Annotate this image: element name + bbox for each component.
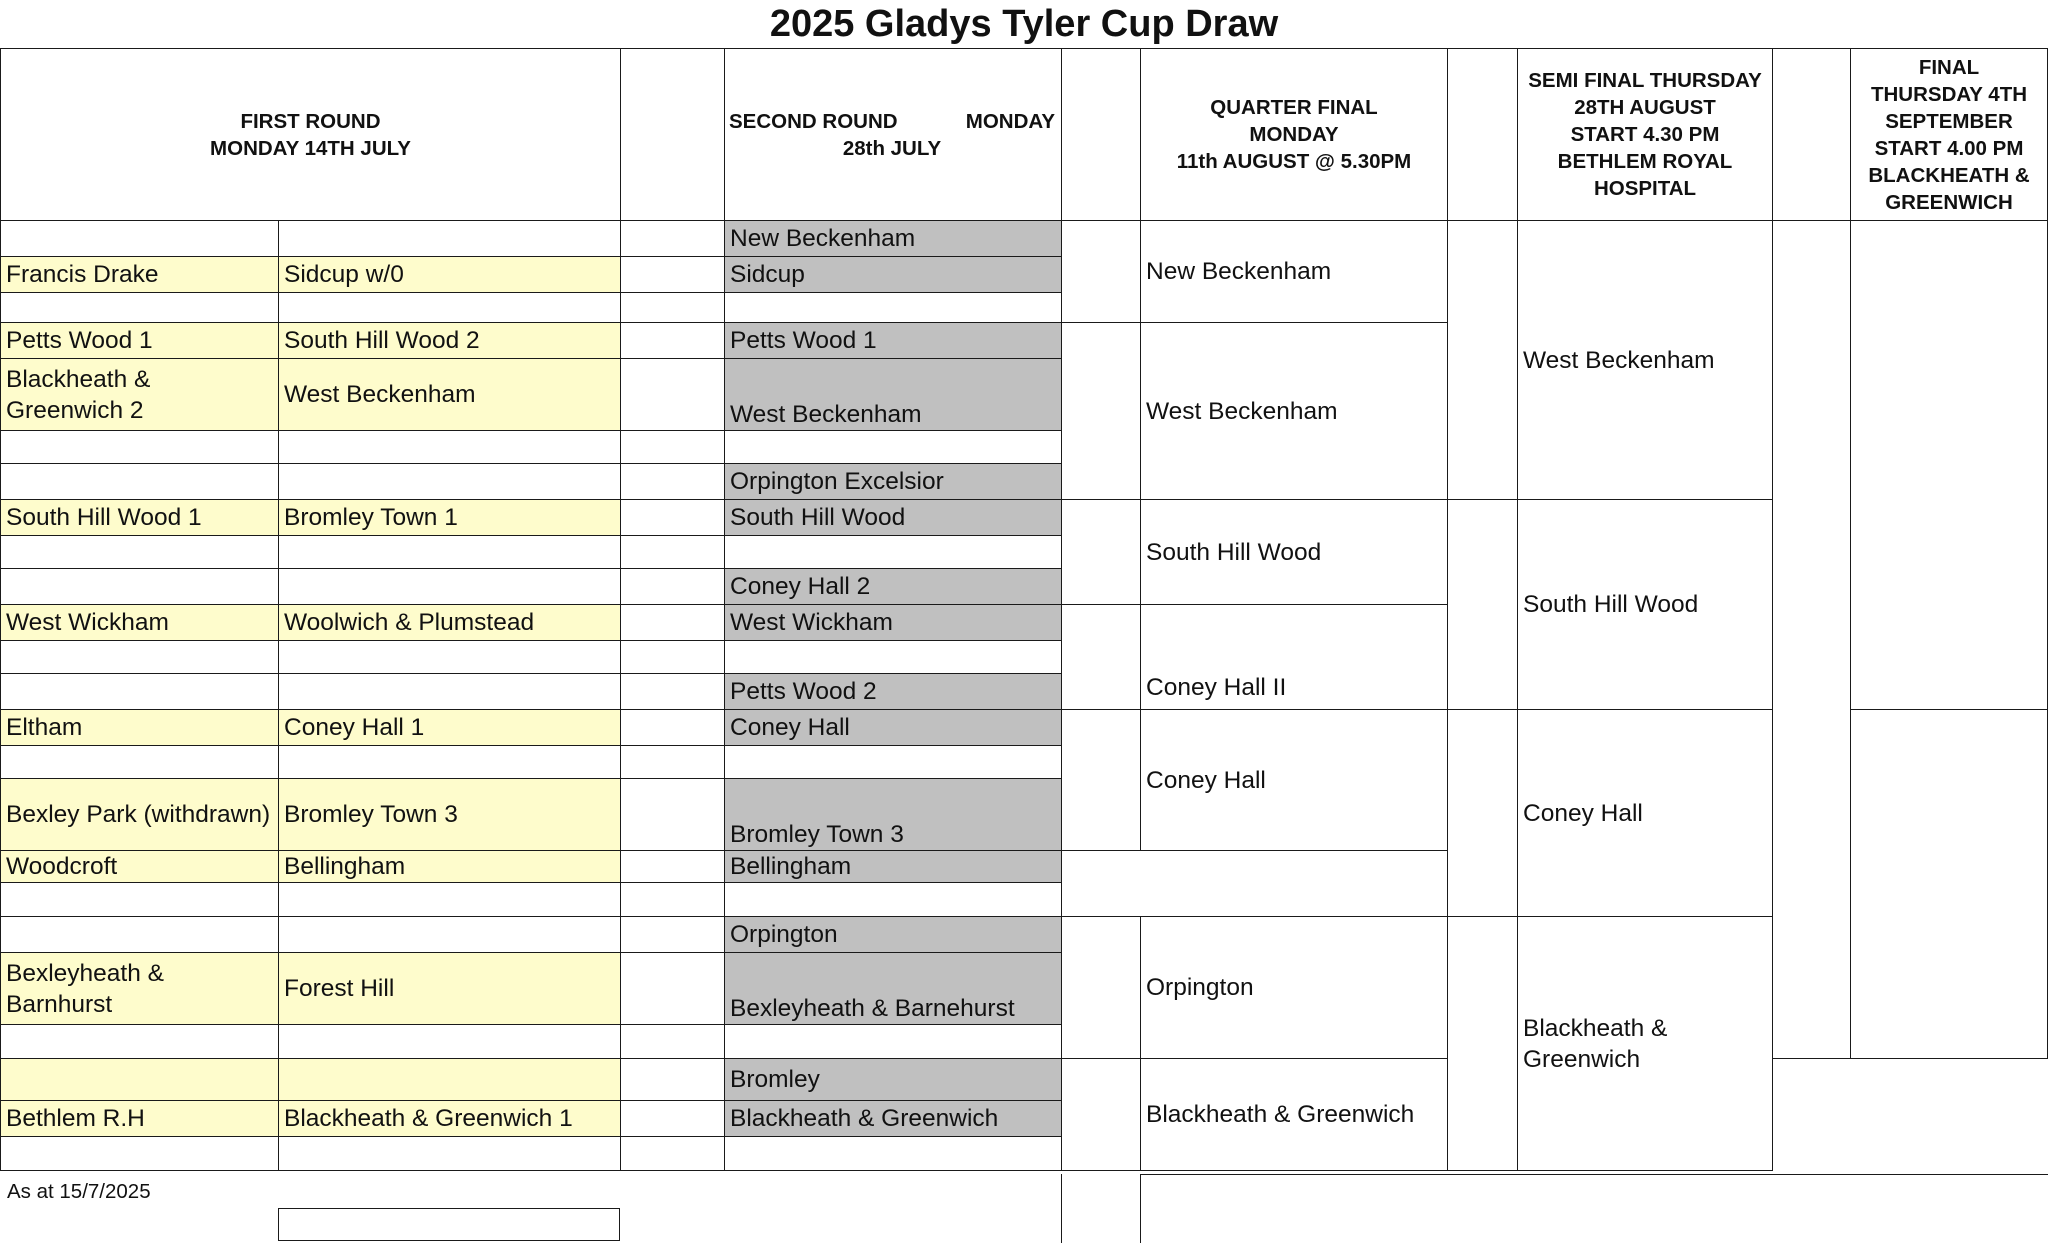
blank-cell <box>279 917 621 953</box>
blank-cell <box>279 293 621 323</box>
first-round-home: Blackheath & Greenwich 2 <box>1 359 279 431</box>
first-round-away: Coney Hall 1 <box>279 710 621 746</box>
first-round-header: FIRST ROUND MONDAY 14TH JULY <box>1 49 621 221</box>
spacer-cell <box>1448 221 1518 500</box>
quarter-final-header: QUARTER FINAL MONDAY 11th AUGUST @ 5.30PM <box>1141 49 1448 221</box>
blank-cell <box>621 359 725 431</box>
semi-final-team: Blackheath & Greenwich <box>1518 917 1773 1171</box>
blank-cell <box>621 431 725 464</box>
blank-cell <box>1 569 279 605</box>
divider <box>1061 1174 1062 1243</box>
blank-cell <box>725 1025 1062 1059</box>
blank-cell <box>1 674 279 710</box>
blank-cell <box>725 641 1062 674</box>
footer-box <box>278 1208 620 1241</box>
blank-cell <box>1 293 279 323</box>
blank-cell <box>279 641 621 674</box>
blank-cell <box>725 746 1062 779</box>
semi-final-team: West Beckenham <box>1518 221 1773 500</box>
blank-cell <box>279 1137 621 1171</box>
draw-table <box>0 48 2048 1171</box>
blank-cell <box>279 221 621 257</box>
blank-cell <box>621 1137 725 1171</box>
second-round-team: Orpington Excelsior <box>725 464 1062 500</box>
spacer-cell <box>1062 323 1141 500</box>
semi-final-team: Coney Hall <box>1518 710 1773 917</box>
quarter-final-team: South Hill Wood <box>1141 500 1448 605</box>
blank-cell <box>621 746 725 779</box>
second-round-team: Sidcup <box>725 257 1062 293</box>
second-round-team: Bellingham <box>725 851 1062 883</box>
blank-cell <box>279 1025 621 1059</box>
divider <box>1140 1174 1141 1243</box>
blank-cell <box>621 1059 725 1101</box>
second-round-team: South Hill Wood <box>725 500 1062 536</box>
first-round-home: Bethlem R.H <box>1 1101 279 1137</box>
first-round-home: Woodcroft <box>1 851 279 883</box>
blank-cell <box>621 779 725 851</box>
blank-cell <box>621 710 725 746</box>
blank-cell <box>621 851 725 883</box>
second-round-team: Coney Hall 2 <box>725 569 1062 605</box>
second-round-team: Petts Wood 2 <box>725 674 1062 710</box>
blank-cell <box>621 641 725 674</box>
blank-cell <box>621 953 725 1025</box>
second-round-team: Bromley Town 3 <box>725 779 1062 851</box>
blank-cell <box>1 221 279 257</box>
blank-cell <box>621 536 725 569</box>
blank-cell <box>279 464 621 500</box>
blank-cell <box>279 569 621 605</box>
first-round-home <box>1 1059 279 1101</box>
blank-cell <box>1 917 279 953</box>
quarter-final-team: West Beckenham <box>1141 323 1448 500</box>
blank-cell <box>621 464 725 500</box>
blank-cell <box>621 674 725 710</box>
second-round-header: SECOND ROUND MONDAY 28th JULY <box>725 49 1062 221</box>
quarter-final-team: Orpington <box>1141 917 1448 1059</box>
blank-cell <box>279 883 621 917</box>
spacer-cell <box>1062 221 1141 323</box>
spacer-cell <box>1062 49 1141 221</box>
blank-cell <box>621 221 725 257</box>
blank-cell <box>1 641 279 674</box>
divider <box>1140 1174 2048 1175</box>
blank-cell <box>1 536 279 569</box>
spacer-cell <box>1448 710 1518 917</box>
footer <box>0 1174 2048 1243</box>
blank-cell <box>621 293 725 323</box>
semi-final-team: South Hill Wood <box>1518 500 1773 710</box>
spacer-cell <box>1062 1059 1141 1171</box>
spacer-cell <box>1062 500 1141 605</box>
blank-cell <box>279 536 621 569</box>
blank-cell <box>1 431 279 464</box>
blank-cell <box>621 883 725 917</box>
spacer-cell <box>1773 49 1851 221</box>
second-round-team: West Wickham <box>725 605 1062 641</box>
first-round-home: Bexleyheath & Barnhurst <box>1 953 279 1025</box>
blank-cell <box>725 1137 1062 1171</box>
quarter-final-team: New Beckenham <box>1141 221 1448 323</box>
first-round-away: Bromley Town 3 <box>279 779 621 851</box>
first-round-home: Bexley Park (withdrawn) <box>1 779 279 851</box>
blank-cell <box>725 293 1062 323</box>
blank-cell <box>621 257 725 293</box>
blank-cell <box>1 1025 279 1059</box>
blank-cell <box>725 431 1062 464</box>
first-round-home: West Wickham <box>1 605 279 641</box>
first-round-home: South Hill Wood 1 <box>1 500 279 536</box>
page-title: 2025 Gladys Tyler Cup Draw <box>769 3 1279 45</box>
blank-cell <box>621 917 725 953</box>
quarter-final-team: Coney Hall <box>1141 710 1448 851</box>
blank-cell <box>1 883 279 917</box>
final-slot-1 <box>1851 221 2048 710</box>
blank-cell <box>1 746 279 779</box>
second-round-team: Bexleyheath & Barnehurst <box>725 953 1062 1025</box>
blank-cell <box>725 883 1062 917</box>
blank-cell <box>621 323 725 359</box>
second-round-team: New Beckenham <box>725 221 1062 257</box>
first-round-away: Forest Hill <box>279 953 621 1025</box>
first-round-away: Sidcup w/0 <box>279 257 621 293</box>
as-at-date: As at 15/7/2025 <box>7 1180 151 1203</box>
quarter-final-team: Blackheath & Greenwich <box>1141 1059 1448 1171</box>
spacer-cell <box>621 49 725 221</box>
first-round-home: Francis Drake <box>1 257 279 293</box>
second-round-team: West Beckenham <box>725 359 1062 431</box>
spacer-cell <box>1448 917 1518 1171</box>
blank-cell <box>1 464 279 500</box>
quarter-final-team: Coney Hall II <box>1141 605 1448 710</box>
first-round-away: Woolwich & Plumstead <box>279 605 621 641</box>
blank-cell <box>621 1101 725 1137</box>
spacer-cell <box>1448 49 1518 221</box>
first-round-away: South Hill Wood 2 <box>279 323 621 359</box>
spacer-cell <box>1062 917 1141 1059</box>
second-round-team: Bromley <box>725 1059 1062 1101</box>
first-round-home: Eltham <box>1 710 279 746</box>
second-round-team: Blackheath & Greenwich <box>725 1101 1062 1137</box>
semi-final-header: SEMI FINAL THURSDAY 28TH AUGUST START 4.30 PM BETHLEM ROYAL HOSPITAL <box>1518 49 1773 221</box>
spacer-cell <box>1062 710 1141 851</box>
blank-cell <box>279 674 621 710</box>
blank-cell <box>279 746 621 779</box>
final-slot-2 <box>1851 710 2048 1059</box>
spacer-cell <box>1448 500 1518 710</box>
spacer-cell <box>1773 221 1851 1059</box>
blank-cell <box>1 1137 279 1171</box>
blank-cell <box>621 500 725 536</box>
first-round-away: Bromley Town 1 <box>279 500 621 536</box>
first-round-home: Petts Wood 1 <box>1 323 279 359</box>
blank-cell <box>725 536 1062 569</box>
blank-cell <box>621 1025 725 1059</box>
second-round-team: Petts Wood 1 <box>725 323 1062 359</box>
blank-cell <box>621 605 725 641</box>
spacer-cell <box>1062 605 1141 710</box>
second-round-team: Orpington <box>725 917 1062 953</box>
first-round-away: West Beckenham <box>279 359 621 431</box>
blank-cell <box>279 431 621 464</box>
blank-cell <box>621 569 725 605</box>
final-header: FINAL THURSDAY 4TH SEPTEMBER START 4.00 PM BLACKHEATH & GREENWICH <box>1851 49 2048 221</box>
first-round-away: Bellingham <box>279 851 621 883</box>
second-round-team: Coney Hall <box>725 710 1062 746</box>
first-round-away <box>279 1059 621 1101</box>
first-round-away: Blackheath & Greenwich 1 <box>279 1101 621 1137</box>
